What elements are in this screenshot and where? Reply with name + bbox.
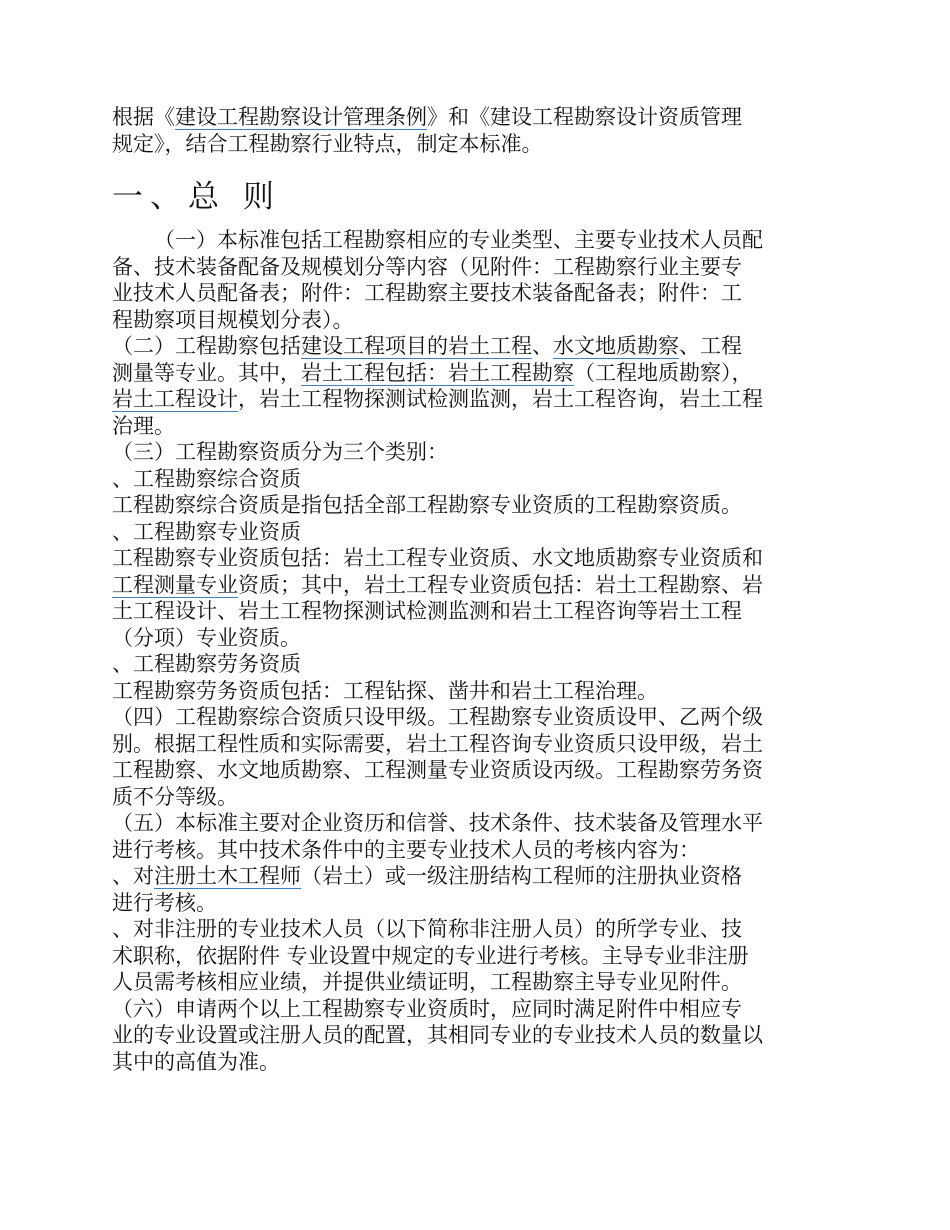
text-run: 程勘察项目规模划分表）。 — [112, 307, 354, 332]
text-run: 根据《 — [112, 105, 175, 129]
paragraph-line — [112, 1049, 902, 1076]
text-run: 其中的高值为准。 — [112, 1049, 280, 1074]
paragraph-line — [112, 254, 902, 281]
text-run: 业的专业设置或注册人员的配置，其相同专业的专业技术人员的数量以 — [112, 1023, 763, 1047]
text-run: （分项）专业资质。 — [112, 625, 301, 650]
text-run: 备、技术装备配备及规模划分等内容（见附件：工程勘察行业主要专 — [112, 254, 742, 279]
paragraph-line — [112, 598, 902, 625]
paragraph-line — [112, 810, 902, 837]
paragraph-line — [112, 280, 902, 307]
text-run: 、工程勘察综合资质 — [112, 466, 301, 491]
hyperlink[interactable]: 岩土工程包括：岩土工程勘察 — [301, 360, 574, 385]
text-run: （五）本标准主要对企业资历和信誉、技术条件、技术装备及管理水平 — [112, 811, 763, 835]
section-heading: 一、总 则 — [112, 179, 281, 215]
text-run: （六）申请两个以上工程勘察专业资质时，应同时满足附件中相应专 — [112, 996, 742, 1021]
paragraph-line — [112, 969, 902, 996]
text-run: 工程勘察专业资质包括：岩土工程专业资质、水文地质勘察专业资质和 — [112, 546, 763, 570]
paragraph-line — [112, 360, 902, 387]
paragraph-line — [112, 651, 902, 678]
text-run: 、工程勘察劳务资质 — [112, 652, 301, 676]
text-run: （四）工程勘察综合资质只设甲级。工程勘察专业资质设甲、乙两个级 — [112, 705, 763, 729]
document-body — [112, 104, 902, 1075]
hyperlink[interactable]: 水文地质勘察 — [553, 334, 679, 358]
paragraph-line — [112, 784, 902, 811]
paragraph-line — [112, 704, 902, 731]
text-run: 工程勘察综合资质是指包括全部工程勘察专业资质的工程勘察资质。 — [112, 493, 742, 517]
text-run: （工程地质勘察）， — [574, 360, 753, 385]
text-run: 人员需考核相应业绩，并提供业绩证明，工程勘察主导专业见附件。 — [112, 970, 742, 994]
paragraph-line — [112, 1022, 902, 1049]
paragraph-line — [112, 227, 902, 254]
paragraph-line — [112, 572, 902, 599]
paragraph-line — [112, 307, 902, 334]
paragraph-line — [112, 731, 902, 758]
text-run: ，岩土工程物探测试检测监测，岩土工程咨询，岩土工程 — [238, 387, 763, 411]
text-run: 测量等专业。其中， — [112, 360, 301, 385]
hyperlink[interactable]: 注册土木工程师 — [154, 864, 301, 888]
paragraph-line — [112, 413, 902, 440]
text-run: 别。根据工程性质和实际需要，岩土工程咨询专业资质只设甲级，岩土 — [112, 731, 763, 756]
paragraph-line — [112, 863, 902, 890]
text-run: （岩土）或一级注册结构工程师的注册执业资格 — [301, 864, 742, 888]
text-run: 治理。 — [112, 413, 175, 438]
text-run: 》和《建设工程勘察设计资质管理 — [427, 105, 742, 129]
paragraph-line — [112, 519, 902, 546]
paragraph-line — [112, 996, 902, 1023]
hyperlink[interactable]: 建设工程勘察设计管理条例 — [175, 105, 427, 129]
text-run: 业技术人员配备表；附件：工程勘察主要技术装备配备表；附件：工 — [112, 281, 742, 305]
text-run: 、对 — [112, 864, 154, 888]
paragraph-line — [112, 678, 902, 705]
paragraph-line — [112, 386, 902, 413]
text-run: （二）工程勘察包括 — [112, 334, 301, 358]
text-run: 、工程勘察专业资质 — [112, 519, 301, 544]
intro-line-2: 规定》，结合工程勘察行业特点，制定本标准。 — [112, 131, 543, 156]
intro-line-1 — [112, 104, 902, 131]
hyperlink[interactable]: 建设工程项目的岩土工程 — [301, 334, 532, 358]
paragraph-line — [112, 492, 902, 519]
paragraph-line — [112, 466, 902, 493]
text-run: 工程勘察、水文地质勘察、工程测量专业资质设丙级。工程勘察劳务资 — [112, 758, 763, 782]
paragraph-line — [112, 439, 902, 466]
text-run: 土工程设计、岩土工程物探测试检测监测和岩土工程咨询等岩土工程 — [112, 599, 742, 623]
text-run: （一）本标准包括工程勘察相应的专业类型、主要专业技术人员配 — [154, 228, 763, 252]
text-run: 工程勘察劳务资质包括：工程钻探、凿井和岩土工程治理。 — [112, 678, 658, 703]
hyperlink[interactable]: 岩土工程设计 — [112, 387, 238, 411]
text-run: 进行考核。其中技术条件中的主要专业技术人员的考核内容为： — [112, 837, 700, 862]
paragraph-line — [112, 943, 902, 970]
text-run: 进行考核。 — [112, 890, 217, 915]
section-body — [112, 227, 902, 1075]
paragraph-line — [112, 916, 902, 943]
text-run: 、对非注册的专业技术人员（以下简称非注册人员）的所学专业、技 — [112, 917, 742, 941]
text-run: （三）工程勘察资质分为三个类别： — [112, 440, 448, 464]
text-run: 、 — [532, 334, 553, 358]
text-run: 质不分等级。 — [112, 784, 238, 809]
text-run: 术职称，依据附件 专业设置中规定的专业进行考核。主导专业非注册 — [112, 943, 749, 968]
paragraph-line — [112, 545, 902, 572]
paragraph-line — [112, 757, 902, 784]
paragraph-line — [112, 890, 902, 917]
paragraph-line — [112, 625, 902, 652]
hyperlink[interactable]: 工程测量专业 — [112, 572, 238, 597]
text-run: 资质；其中，岩土工程专业资质包括：岩土工程勘察、岩 — [238, 572, 763, 597]
text-run: 、工程 — [679, 334, 742, 358]
paragraph-line — [112, 333, 902, 360]
paragraph-line — [112, 837, 902, 864]
